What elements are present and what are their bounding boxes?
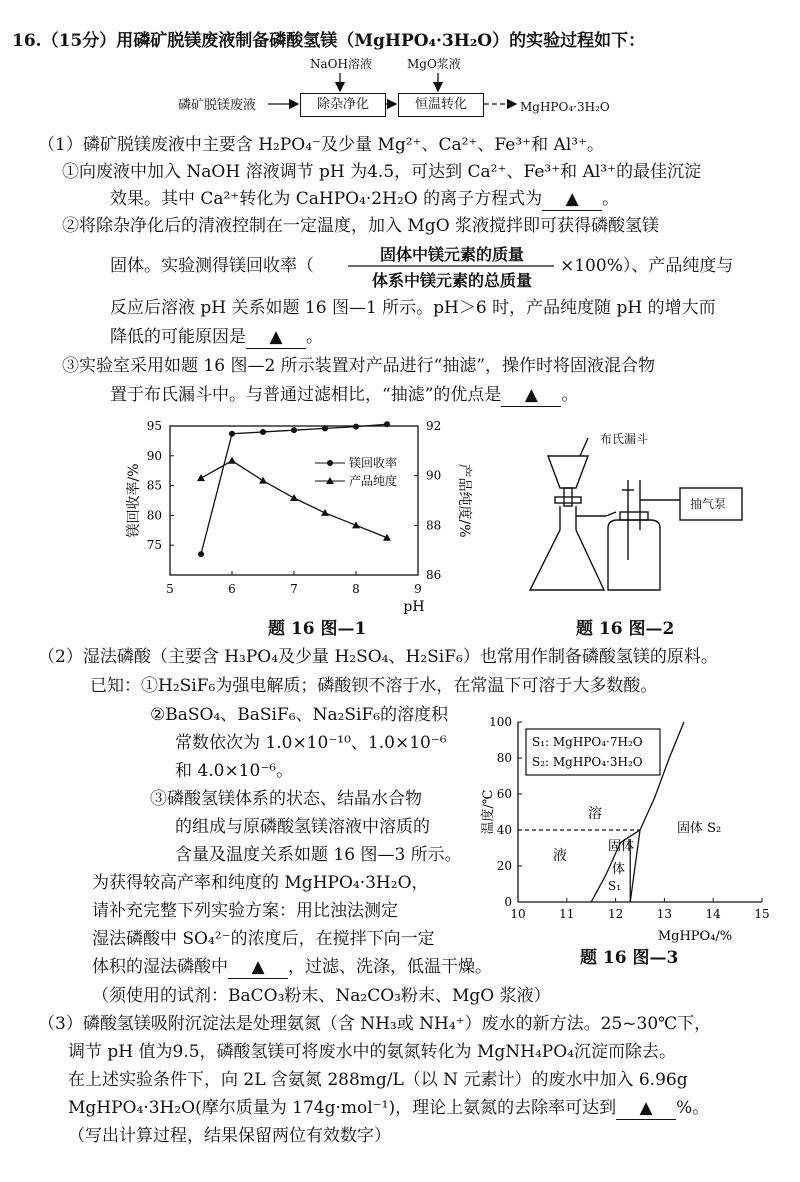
chart3-region-label: 固体 xyxy=(608,839,635,854)
part3-line3: 在上述实验条件下，向 2L 含氨氮 288mg/L（以 N 元素计）的废水中加入 6.96g xyxy=(68,1070,688,1090)
part2-known1: 已知：①H₂SiF₆为强电解质；磷酸钡不溶于水，在常温下可溶于大多数酸。 xyxy=(90,676,658,696)
part2-task-line1: 为获得较高产率和纯度的 MgHPO₄·3H₂O， xyxy=(92,873,429,893)
chart3-region-label: 体 xyxy=(612,862,626,877)
chart1-xtick-label: 9 xyxy=(414,582,422,596)
chart1-xlabel: pH xyxy=(403,599,425,615)
part1-q2-line2-pre: 固体。实验测得镁回收率（ xyxy=(110,256,314,276)
chart3-legend-label: S₁: MgHPO₄·7H₂O xyxy=(532,735,643,749)
chart1-y2label: 产品纯度/% xyxy=(456,463,472,538)
part1-q2-line1: ②将除杂净化后的清液控制在一定温度，加入 MgO 浆液搅拌即可获得磷酸氢镁 xyxy=(62,216,660,236)
chart1-ytick-label: 80 xyxy=(146,508,162,523)
buchner-funnel-label: 布氏漏斗 xyxy=(600,432,649,446)
chart1-y2tick-label: 92 xyxy=(426,419,442,433)
part2-known2-line3: 和 4.0×10⁻⁶。 xyxy=(175,761,294,781)
chart1-ytick-label: 75 xyxy=(146,538,162,553)
chart1-y2tick-label: 88 xyxy=(426,518,442,533)
part3-line1: （3）磷酸氢镁吸附沉淀法是处理氨氮（含 NH₃或 NH₄⁺）废水的新方法。25~30℃下， xyxy=(38,1014,712,1034)
chart3-xtick-label: 12 xyxy=(607,907,624,921)
chart1-xtick-label: 5 xyxy=(166,582,174,596)
flow-feed-label: 磷矿脱镁废液 xyxy=(178,98,257,113)
part2-known3-line1: ③磷酸氢镁体系的状态、结晶水合物 xyxy=(150,789,422,809)
part1-q3-line1: ③实验室采用如题 16 图—2 所示装置对产品进行“抽滤”，操作时将固液混合物 xyxy=(62,356,656,376)
chart3-ytick-label: 20 xyxy=(496,859,512,873)
reagent-naoh-label: NaOH溶液 xyxy=(310,57,372,71)
fraction-numerator: 固体中镁元素的质量 xyxy=(379,245,524,264)
answer-blank[interactable]: ▲ xyxy=(542,188,602,211)
chart1-xtick-label: 6 xyxy=(228,582,236,596)
chart3-xtick-label: 10 xyxy=(510,907,526,921)
part2-known2-line2: 常数依次为 1.0×10⁻¹⁰、1.0×10⁻⁶ xyxy=(175,733,447,753)
part3-line5: （写出计算过程，结果保留两位有效数字） xyxy=(68,1126,391,1146)
part2-known3-line2: 的组成与原磷酸氢镁溶液中溶质的 xyxy=(175,817,430,837)
chart3-legend-label: S₂: MgHPO₄·3H₂O xyxy=(532,755,643,769)
chart3-ytick-label: 100 xyxy=(489,715,512,729)
reagent-mgo-label: MgO浆液 xyxy=(407,57,461,71)
part2-task-line4: 体积的湿法磷酸中 ▲ ，过滤、洗涤，低温干燥。 xyxy=(92,957,492,977)
vacuum-pump-label: 抽气泵 xyxy=(690,497,727,511)
chart1-ytick-label: 85 xyxy=(146,478,162,493)
chart1-legend-label: 镁回收率 xyxy=(349,456,398,470)
part1-intro: （1）磷矿脱镁废液中主要含 H₂PO₄⁻及少量 Mg²⁺、Ca²⁺、Fe³⁺和 Al³⁺。 xyxy=(38,135,605,155)
figure-16-2-caption: 题 16 图—2 xyxy=(576,619,675,639)
figure-16-3-caption: 题 16 图—3 xyxy=(580,948,679,968)
part1-q2-line4: 降低的可能原因是 ▲ 。 xyxy=(110,327,323,347)
question-title: 16.（15分）用磷矿脱镁废液制备磷酸氢镁（MgHPO₄·3H₂O）的实验过程如下： xyxy=(12,31,646,51)
chart3-region-label: 液 xyxy=(553,848,567,864)
chart3-ytick-label: 60 xyxy=(496,787,512,801)
chart1-legend-label: 产品纯度 xyxy=(349,474,398,488)
chart1-ylabel: 镁回收率/% xyxy=(126,463,142,538)
flow-product-label: MgHPO₄·3H₂O xyxy=(520,100,610,114)
chart1-xtick-label: 8 xyxy=(352,582,360,596)
chart1-y2tick-label: 86 xyxy=(426,568,442,582)
part1-q1-line1: ①向废液中加入 NaOH 溶液调节 pH 为4.5，可达到 Ca²⁺、Fe³⁺和 Al³⁺的最佳沉淀 xyxy=(62,162,702,182)
chart3-region-label: S₁ xyxy=(608,879,622,893)
part2-task-line2: 请补充完整下列实验方案：用比浊法测定 xyxy=(92,901,398,921)
chart1-xtick-label: 7 xyxy=(290,582,298,596)
chart3-xtick-label: 11 xyxy=(559,907,575,921)
flow-step-convert: 恒温转化 xyxy=(398,93,484,117)
chart3-xtick-label: 13 xyxy=(656,907,673,921)
part2-reagents: （须使用的试剂：BaCO₃粉末、Na₂CO₃粉末、MgO 浆液） xyxy=(92,986,551,1006)
answer-blank[interactable]: ▲ xyxy=(616,1097,676,1120)
part1-q1-line2: 效果。其中 Ca²⁺转化为 CaHPO₄·2H₂O 的离子方程式为 ▲ 。 xyxy=(110,189,620,209)
fraction-denominator: 体系中镁元素的总质量 xyxy=(371,271,532,290)
chart3-xtick-label: 14 xyxy=(705,907,721,921)
chart3-ytick-label: 80 xyxy=(496,751,512,765)
flow-step-purify: 除杂净化 xyxy=(300,93,386,117)
part2-task-line3: 湿法磷酸中 SO₄²⁻的浓度后，在搅拌下向一定 xyxy=(92,929,435,949)
figure-16-1-caption: 题 16 图—1 xyxy=(268,619,367,639)
part1-q2-line2-post: ×100%）、产品纯度与 xyxy=(560,256,734,276)
chart3-xtick-label: 15 xyxy=(754,907,770,921)
chart1-ytick-label: 90 xyxy=(146,448,162,463)
answer-blank[interactable]: ▲ xyxy=(501,384,561,407)
part2-intro: （2）湿法磷酸（主要含 H₃PO₄及少量 H₂SO₄、H₂SiF₆）也常用作制备磷酸氢镁的原料。 xyxy=(38,647,718,667)
part2-known3-line3: 含量及温度关系如题 16 图—3 所示。 xyxy=(175,845,462,865)
chart3-ytick-label: 40 xyxy=(496,823,512,837)
part2-known2-line1: ②BaSO₄、BaSiF₆、Na₂SiF₆的溶度积 xyxy=(150,705,449,725)
chart3-ylabel: 温度/℃ xyxy=(481,789,496,835)
answer-blank[interactable]: ▲ xyxy=(228,956,288,979)
chart3-ytick-label: 0 xyxy=(504,895,512,909)
chart3-region-label: 溶 xyxy=(588,806,602,822)
part3-line4: MgHPO₄·3H₂O(摩尔质量为 174g·mol⁻¹)，理论上氨氮的去除率可达到 ▲ %。 xyxy=(68,1098,710,1118)
part1-q3-line2: 置于布氏漏斗中。与普通过滤相比，“抽滤”的优点是 ▲ 。 xyxy=(110,385,579,405)
answer-blank[interactable]: ▲ xyxy=(246,326,306,349)
part1-q2-line3: 反应后溶液 pH 关系如题 16 图—1 所示。pH＞6 时，产品纯度随 pH 的增大而 xyxy=(110,298,716,318)
chart1-ytick-label: 95 xyxy=(146,419,162,433)
chart3-xlabel: MgHPO₄/% xyxy=(657,929,733,944)
part3-line2: 调节 pH 值为9.5，磷酸氢镁可将废水中的氨氮转化为 MgNH₄PO₄沉淀而除去。 xyxy=(68,1042,676,1062)
chart1-y2tick-label: 90 xyxy=(426,468,442,483)
chart3-region-label: 固体 S₂ xyxy=(677,821,722,836)
